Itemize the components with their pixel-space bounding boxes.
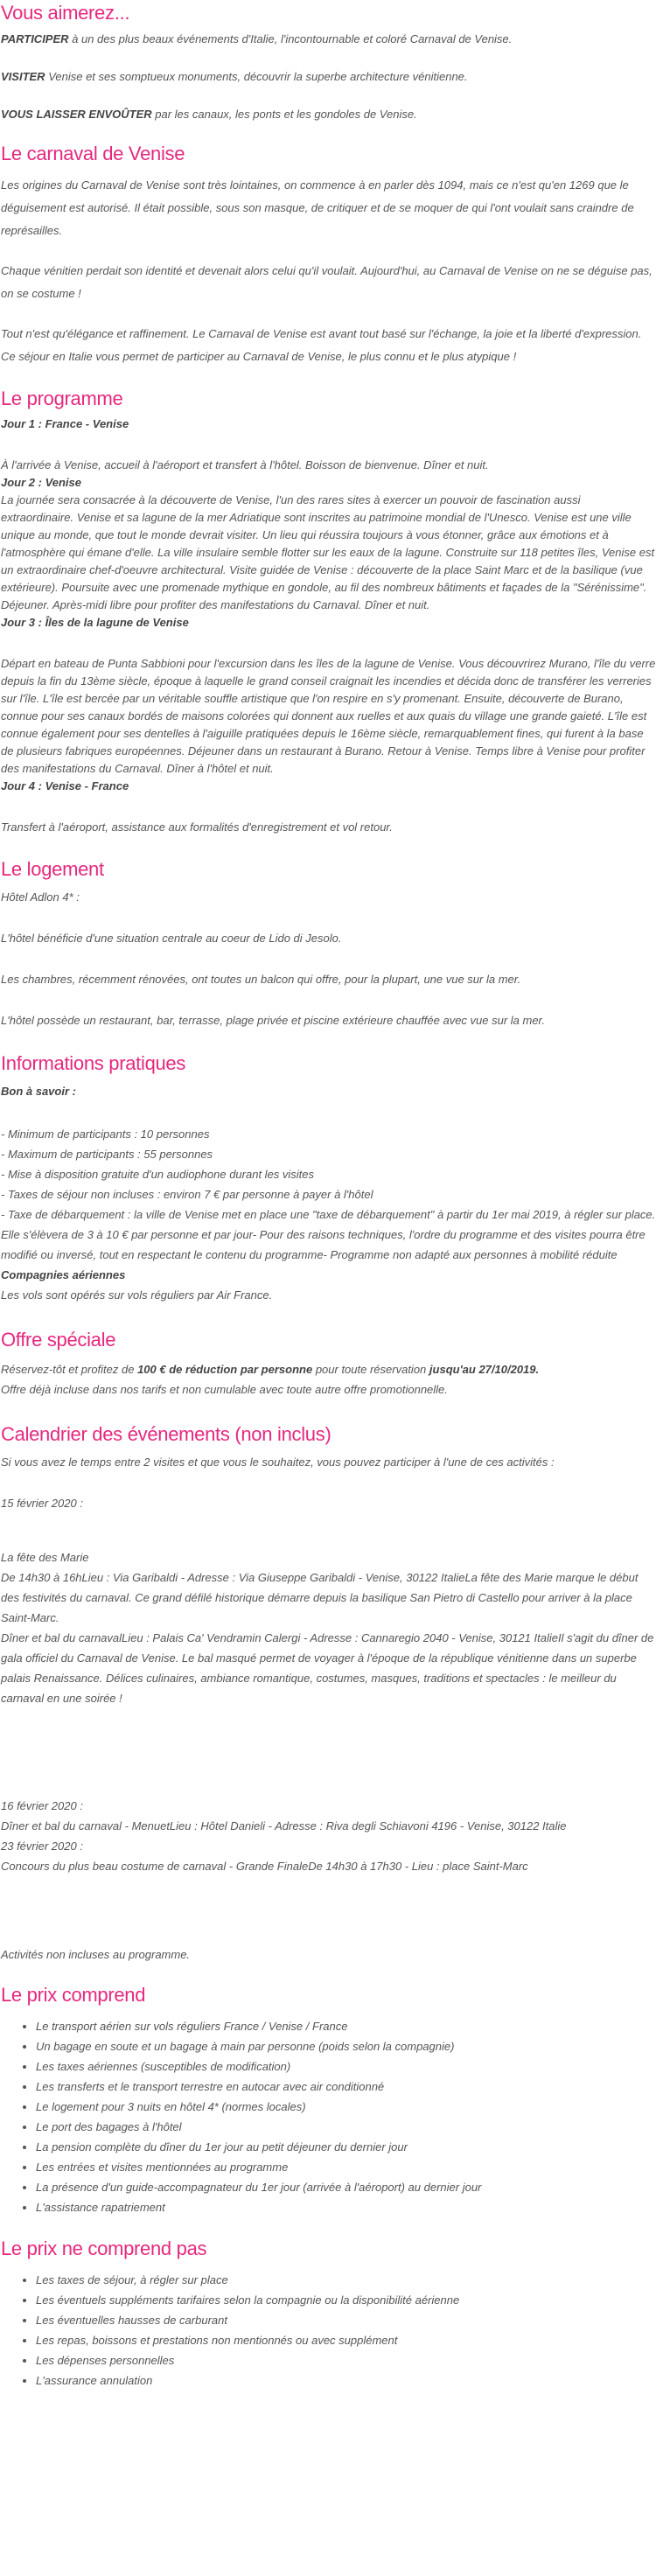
event-text: Concours du plus beau costume de carnaval - Grande FinaleDe 14h30 à 17h30 - Lieu : place Saint-Marc: [1, 1860, 528, 1873]
offer-text-middle: pour toute réservation: [312, 1363, 429, 1376]
section-title-logement: Le logement: [1, 858, 104, 880]
day-title: Jour 4 : Venise - France: [1, 779, 129, 792]
list-item: • Les taxes de séjour, à régler sur place: [36, 2270, 656, 2290]
event-text: Dîner et bal du carnavalLieu : Palais Ca' Vendramin Calergi - Adresse : Cannaregio 2040 - Venise, 30121 ItalieIl s'agit du dîner de gala officiel du Carnaval de Venise. Le bal masqué permet de voyager à l'époque de la république vénitienne dans un superbe palais Renaissance. Délices culinaires, ambiance romantique, costumes, masques, traditions et spectacles : le meilleur du carnaval en une soirée !: [1, 1631, 654, 1705]
section-calendrier: [1, 1422, 656, 1964]
section-title-comprend: Le prix comprend: [1, 1984, 146, 2006]
day-text: Départ en bateau de Punta Sabbioni pour l'excursion dans les îles de la lagune de Venise. Vous découvrirez Murano, l'île du verre depuis la fin du 13ème siècle, époque à laquelle le grand conseil craignait les incendies et décida donc de transférer les verreries sur l'île. L'île est bercée par un véritable souffle artistique que l'on respire en s'y promenant. Ensuite, découverte de Burano, connue pour ses canaux bordés de maisons colorées qui donnent aux ruelles et aux quais du village une grande gaieté. L'île est connue également pour ses dentelles à l'aiguille pratiquées depuis le 16ème siècle, remarquablement fines, qui furent à la base de plusieurs fabriques européennes. Déjeuner dans un restaurant à Burano. Retour à Venise. Temps libre à Venise pour profiter des manifestations du Carnaval. Dîner à l'hôtel et nuit.: [1, 657, 656, 775]
section-title-offre: Offre spéciale: [1, 1329, 116, 1351]
paragraph: Tout n'est qu'élégance et raffinement. Le Carnaval de Venise est avant tout basé sur l'échange, la joie et la liberté d'expression. Ce séjour en Italie vous permet de participer au Carnaval de Venise, le plus connu et le plus atypique !: [1, 327, 642, 363]
day-text: Transfert à l'aéroport, assistance aux formalités d'enregistrement et vol retour.: [1, 820, 393, 834]
section-title-calendrier: Calendrier des événements (non inclus): [1, 1423, 332, 1445]
event-text: Dîner et bal du carnaval - MenuetLieu : Hôtel Danieli - Adresse : Riva degli Schiavoni 4196 - Venise, 30122 Italie: [1, 1819, 567, 1833]
offer-text: [1, 1359, 656, 1379]
section-carnaval: [1, 142, 656, 368]
event-date: 23 février 2020 :: [1, 1840, 83, 1853]
airlines-text: Les vols sont opérés sur vols réguliers par Air France.: [1, 1288, 273, 1302]
event-date: 16 février 2020 :: [1, 1799, 83, 1812]
section-comprend: [1, 1983, 656, 2217]
list-item: • Les éventuelles hausses de carburant: [36, 2310, 656, 2330]
infos-subtitle: Bon à savoir :: [1, 1085, 76, 1098]
page: [0, 1, 663, 2391]
info-item: - Maximum de participants : 55 personnes: [1, 1148, 213, 1161]
highlight-lead: PARTICIPER: [1, 32, 69, 45]
event-text: De 14h30 à 16hLieu : Via Garibaldi - Adresse : Via Giuseppe Garibaldi - Venise, 30122 ItalieLa fête des Marie marque le début des festivités du carnaval. Ce grand défilé historique démarre depuis la basilique San Pietro di Castello pour arriver à la place Saint-Marc.: [1, 1571, 639, 1624]
day-title: Jour 3 : Îles de la lagune de Venise: [1, 616, 189, 629]
list-item: • Les transferts et le transport terrestre en autocar avec air conditionné: [36, 2077, 656, 2097]
section-title-vous-aimerez: Vous aimerez...: [1, 2, 130, 24]
section-vous-aimerez: [1, 1, 656, 123]
day-title: Jour 1 : France - Venise: [1, 417, 129, 430]
hotel-name: Hôtel Adlon 4* :: [1, 890, 80, 904]
paragraph: Les origines du Carnaval de Venise sont très lointaines, on commence à en parler dès 1094, mais ce n'est qu'en 1269 que le déguisement est autorisé. Il était possible, sous son masque, de critiquer et de se moquer de qui l'ont voulait sans craindre de représailles.: [1, 178, 634, 237]
list-item: • La présence d'un guide-accompagnateur du 1er jour (arrivée à l'aéroport) au dernier jour: [36, 2177, 656, 2197]
highlight-text: par les canaux, les ponts et les gondoles de Venise.: [151, 108, 417, 121]
event-date: 15 février 2020 :: [1, 1497, 83, 1510]
section-ne-comprend-pas: [1, 2237, 656, 2391]
highlight-text: à un des plus beaux événements d'Italie, l'incontournable et coloré Carnaval de Venise.: [68, 32, 513, 45]
paragraph: L'hôtel possède un restaurant, bar, terrasse, plage privée et piscine extérieure chauffée avec vue sur la mer.: [1, 1014, 546, 1027]
offer-deadline: jusqu'au 27/10/2019.: [429, 1363, 540, 1376]
paragraph: Chaque vénitien perdait son identité et devenait alors celui qu'il voulait. Aujourd'hui, au Carnaval de Venise on ne se déguise pas, on se costume !: [1, 264, 653, 300]
list-item: • Les dépenses personnelles: [36, 2350, 656, 2370]
highlight-item: [1, 106, 656, 123]
list-item: • Les entrées et visites mentionnées au programme: [36, 2157, 656, 2177]
section-title-ne-comprend-pas: Le prix ne comprend pas: [1, 2237, 207, 2259]
list-item: • La pension complète du dîner du 1er jour au petit déjeuner du dernier jour: [36, 2137, 656, 2157]
section-programme: [1, 387, 656, 836]
list-item: • L'assistance rapatriement: [36, 2197, 656, 2217]
offer-text-before: Réservez-tôt et profitez de: [1, 1363, 138, 1376]
list-item: • Un bagage en soute et un bagage à main par personne (poids selon la compagnie): [36, 2036, 656, 2056]
section-title-infos: Informations pratiques: [1, 1052, 186, 1074]
section-infos: [1, 1051, 656, 1305]
day-text: À l'arrivée à Venise, accueil à l'aéroport et transfert à l'hôtel. Boisson de bienvenue. Dîner et nuit.: [1, 458, 489, 471]
highlight-text: Venise et ses somptueux monuments, découvrir la superbe architecture vénitienne.: [45, 70, 468, 83]
info-item: - Mise à disposition gratuite d'un audiophone durant les visites: [1, 1168, 315, 1181]
info-item: - Taxes de séjour non incluses : environ 7 € par personne à payer à l'hôtel: [1, 1188, 373, 1201]
day-title: Jour 2 : Venise: [1, 476, 81, 489]
included-list: [1, 2016, 656, 2217]
list-item: • Les repas, boissons et prestations non mentionnés ou avec supplément: [36, 2330, 656, 2350]
highlight-lead: VOUS LAISSER ENVOÛTER: [1, 108, 152, 121]
highlight-item: [1, 68, 656, 86]
section-title-programme: Le programme: [1, 387, 123, 409]
event-title: La fête des Marie: [1, 1551, 89, 1564]
section-title-carnaval: Le carnaval de Venise: [1, 143, 185, 164]
highlight-lead: VISITER: [1, 70, 45, 83]
info-item: - Minimum de participants : 10 personnes: [1, 1127, 210, 1141]
list-item: • Le logement pour 3 nuits en hôtel 4* (normes locales): [36, 2097, 656, 2117]
section-offre: [1, 1328, 656, 1400]
list-item: • Les taxes aériennes (susceptibles de modification): [36, 2056, 656, 2077]
section-logement: [1, 857, 656, 1030]
info-item: - Taxe de débarquement : la ville de Venise met en place une "taxe de débarquement" à partir du 1er mai 2019, à régler sur place. Elle s'élèvera de 3 à 10 € par personne et par jour- Pour des raisons techniques, l'ordre du programme et des visites pourra être modifié ou inversé, tout en respectant le contenu du programme- Programme non adapté aux personnes à mobilité réduite: [1, 1208, 656, 1261]
excluded-list: [1, 2270, 656, 2391]
list-item: • Les éventuels suppléments tarifaires selon la compagnie ou la disponibilité aérienne: [36, 2290, 656, 2310]
offer-highlight: 100 € de réduction par personne: [137, 1363, 313, 1376]
calendar-intro: Si vous avez le temps entre 2 visites et que vous le souhaitez, vous pouvez participer à l'une de ces activités :: [1, 1456, 555, 1469]
paragraph: Les chambres, récemment rénovées, ont toutes un balcon qui offre, pour la plupart, une vue sur la mer.: [1, 973, 521, 986]
list-item: • Le port des bagages à l'hôtel: [36, 2117, 656, 2137]
calendar-note: Activités non incluses au programme.: [1, 1948, 191, 1961]
paragraph: L'hôtel bénéficie d'une situation centrale au coeur de Lido di Jesolo.: [1, 932, 342, 945]
airlines-title: Compagnies aériennes: [1, 1268, 126, 1281]
list-item: • Le transport aérien sur vols réguliers France / Venise / France: [36, 2016, 656, 2036]
day-text: La journée sera consacrée à la découverte de Venise, l'un des rares sites à exercer un pouvoir de fascination aussi extraordinaire. Venise et sa lagune de la mer Adriatique sont inscrites au patrimoine mondial de l'Unesco. Venise est une ville unique au monde, que tout le monde devrait visiter. Un lieu qui réussira toujours à vous étonner, grâce aux émotions et à l'atmosphère qui émane d'elle. La ville insulaire semble flotter sur les eaux de la lagune. Construite sur 118 petites îles, Venise est un extraordinaire chef-d'oeuvre architectural. Visite guidée de Venise : découverte de la place Saint Marc et de la basilique (vue extérieure). Poursuite avec une promenade mythique en gondole, au fil des nombreux bâtiments et façades de la "Sérénissime". Déjeuner. Après-midi libre pour profiter des manifestations du Carnaval. Dîner et nuit.: [1, 493, 655, 611]
highlight-item: [1, 31, 656, 48]
offer-note: Offre déjà incluse dans nos tarifs et non cumulable avec toute autre offre promotionnelle.: [1, 1383, 448, 1396]
list-item: • L'assurance annulation: [36, 2370, 656, 2391]
